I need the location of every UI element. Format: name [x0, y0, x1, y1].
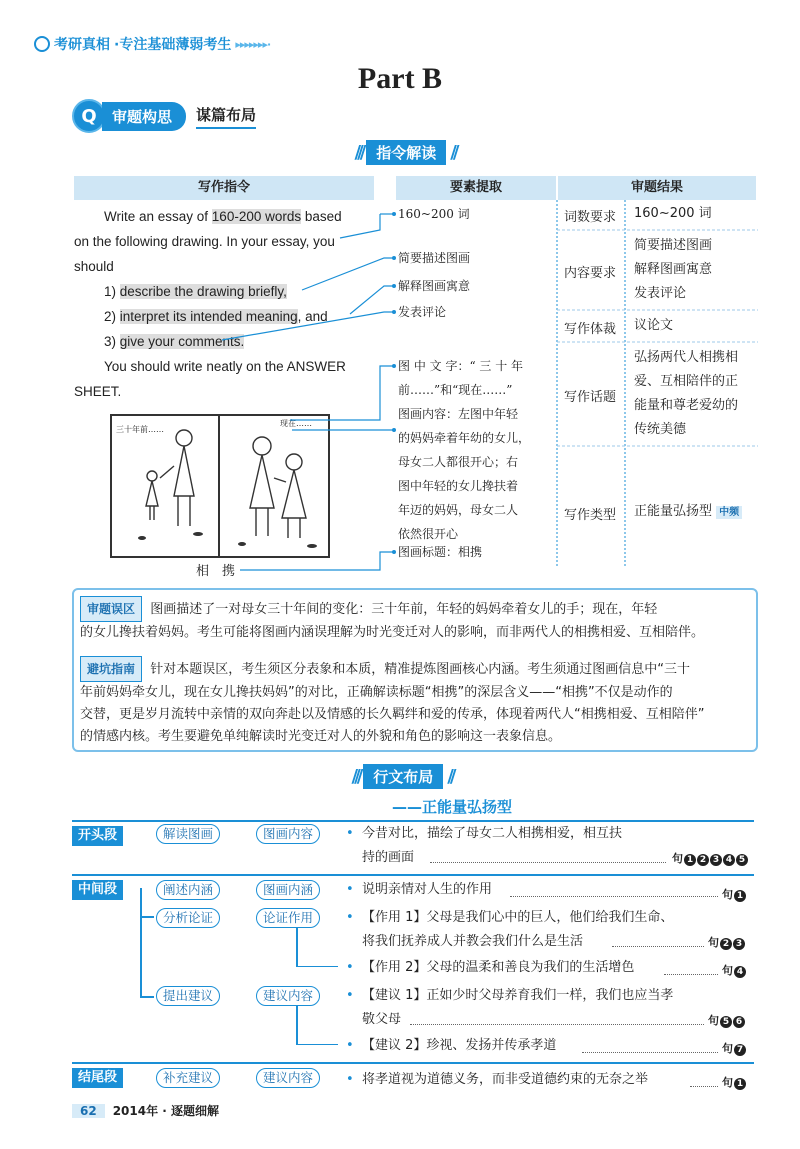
outline-item: • 【作用 1】父母是我们心中的巨人，他们给我们生命、 将我们抚养成人并教会我们什么是生活 — [346, 910, 674, 949]
drawing-left-label: 三十年前…… — [116, 425, 164, 434]
result-value: 议论文 — [634, 318, 674, 333]
divider — [72, 1062, 754, 1064]
outline-subtitle: ——正能量弘扬型 — [392, 798, 513, 816]
result-key: 写作体裁 — [563, 322, 616, 337]
node-interpret: 解读图画 — [156, 824, 220, 844]
brand-name: 考研真相 — [54, 37, 110, 53]
banner-outline — [322, 764, 482, 788]
node-supplement: 补充建议 — [156, 1068, 220, 1088]
section-sub: 谋篇布局 — [196, 104, 256, 129]
node-explain: 阐述内涵 — [156, 880, 220, 900]
divider — [72, 874, 754, 876]
outline-item: • 说明亲情对人生的作用 — [346, 882, 492, 897]
pitfall-tag: 审题误区 — [80, 596, 142, 622]
frequency-badge: 中频 — [716, 506, 742, 519]
result-key: 内容要求 — [563, 266, 616, 281]
footer-text: 2014年 · 逐题细解 — [112, 1104, 220, 1118]
extract-interpret: 解释图画寓意 — [398, 279, 471, 293]
outline-item: • 【作用 2】父母的温柔和善良为我们的生活增色 — [346, 960, 635, 975]
outline-item: • 【建议 1】正如少时父母养育我们一样，我们也应当孝 敬父母 — [346, 988, 674, 1027]
outline-item: • 将孝道视为道德义务，而非受道德约束的无奈之举 — [346, 1072, 648, 1087]
result-key: 词数要求 — [563, 210, 616, 225]
sentence-ref: 句 1 2 3 4 5 — [672, 850, 748, 866]
extract-words: 160~200 词 — [398, 207, 470, 221]
arrows-decoration: ▸▸▸▸▸▸▸· — [235, 37, 271, 51]
slash-decoration: // — [450, 141, 456, 163]
node-meaning: 图画内涵 — [256, 880, 320, 900]
drawing-right-label: 现在…… — [280, 419, 312, 428]
result-key: 写作类型 — [563, 508, 616, 523]
sentence-ref: 句 1 — [722, 886, 746, 902]
footer — [72, 1102, 219, 1119]
extract-title: 图画标题：相携 — [398, 545, 483, 559]
page-number: 62 — [72, 1104, 105, 1118]
extract-drawing-content: 图画内容：左图中年轻 的妈妈牵着年幼的女儿， 母女二人都很开心；右 图中年轻的女儿搀扶着 年迈的妈妈，母女二人 依然很开心 — [398, 407, 531, 541]
sentence-ref: 句 4 — [722, 962, 746, 978]
result-value: 弘扬两代人相携相 爱、互相陪伴的正 能量和尊老爱幼的 传统美德 — [634, 350, 739, 437]
col-header-extract: 要素提取 — [396, 176, 556, 200]
result-value: 160~200 词 — [634, 206, 712, 221]
pitfall-section: 审题误区 图画描述了一对母女三十年间的变化：三十年前，年轻的妈妈牵着女儿的手；现在，年轻 的女儿搀扶着妈妈。考生可能将图画内涵误理解为时光变迁对人的影响，而非两代人的相携相爱、互相陪伴。 — [80, 596, 752, 644]
node-content: 图画内容 — [256, 824, 320, 844]
slash-decoration: // — [447, 765, 453, 787]
col-header-result: 审题结果 — [558, 176, 756, 200]
banner-text: 指令解读 — [366, 140, 446, 165]
advice-section: 避坑指南 针对本题误区，考生须区分表象和本质，精准提炼图画核心内涵。考生须通过图画信息中“三十 年前妈妈牵女儿，现在女儿搀扶妈妈”的对比，正确解读标题“相携”的深层含义——“相携”不仅是动作的 交替，更是岁月流转中亲情的双向奔赴以及情感的长久羁绊和爱的传承，体现着两代人“相携相爱、互相陪伴” 的情感内核。考生要避免单纯解读时光变迁对人的外貌和角色的影响这一表象信息。 — [80, 656, 752, 748]
closing-paragraph: 结尾段 — [72, 1068, 123, 1088]
node-argue: 分析论证 — [156, 908, 220, 928]
sentence-ref: 句 7 — [722, 1040, 746, 1056]
page-title: Part B — [357, 62, 443, 95]
node-suggest: 提出建议 — [156, 986, 220, 1006]
brand-slogan: ·专注基础薄弱考生 — [114, 37, 232, 53]
result-value: 简要描述图画 解释图画寓意 发表评论 — [634, 238, 713, 301]
body-paragraph: 中间段 — [72, 880, 123, 900]
slash-decoration: /// — [351, 765, 360, 787]
section-label: 审题构思 — [102, 102, 186, 131]
sentence-ref: 句 1 — [722, 1074, 746, 1090]
result-key: 写作话题 — [563, 390, 616, 405]
outline-item: • 【建议 2】珍视、发扬并传承孝道 — [346, 1038, 557, 1053]
sentence-ref: 句 5 6 — [708, 1012, 745, 1028]
q-icon: Q — [72, 99, 106, 133]
slash-decoration: /// — [354, 141, 363, 163]
node-suggest-content: 建议内容 — [256, 986, 320, 1006]
warning-icon: 避坑指南 — [80, 656, 142, 682]
banner-text: 行文布局 — [363, 764, 443, 789]
result-value: 正能量弘扬型 中频 — [634, 500, 760, 525]
essay-prompt: Write an essay of 160-200 words based on the following drawing. In your essay, you should 1) describe the drawing briefly, 2) interpret its intended meaning, and 3) give your comments. You should write neatly on the ANSWER SHEET. — [74, 209, 346, 399]
extract-describe: 简要描述图画 — [398, 251, 471, 265]
extract-comment: 发表评论 — [398, 305, 447, 319]
drawing-caption: 相 携 — [196, 564, 236, 579]
extract-text-in-drawing: 图 中 文 字：“ 三 十 年 前……”和“现在……” — [398, 359, 524, 397]
col-header-instruction: 写作指令 — [74, 176, 374, 200]
opening-paragraph: 开头段 — [72, 826, 123, 846]
node-supplement-content: 建议内容 — [256, 1068, 320, 1088]
outline-item: • 今昔对比，描绘了母女二人相携相爱，相互扶 持的画面 — [346, 826, 622, 865]
sentence-ref: 句 2 3 — [708, 934, 745, 950]
node-argue-role: 论证作用 — [256, 908, 320, 928]
